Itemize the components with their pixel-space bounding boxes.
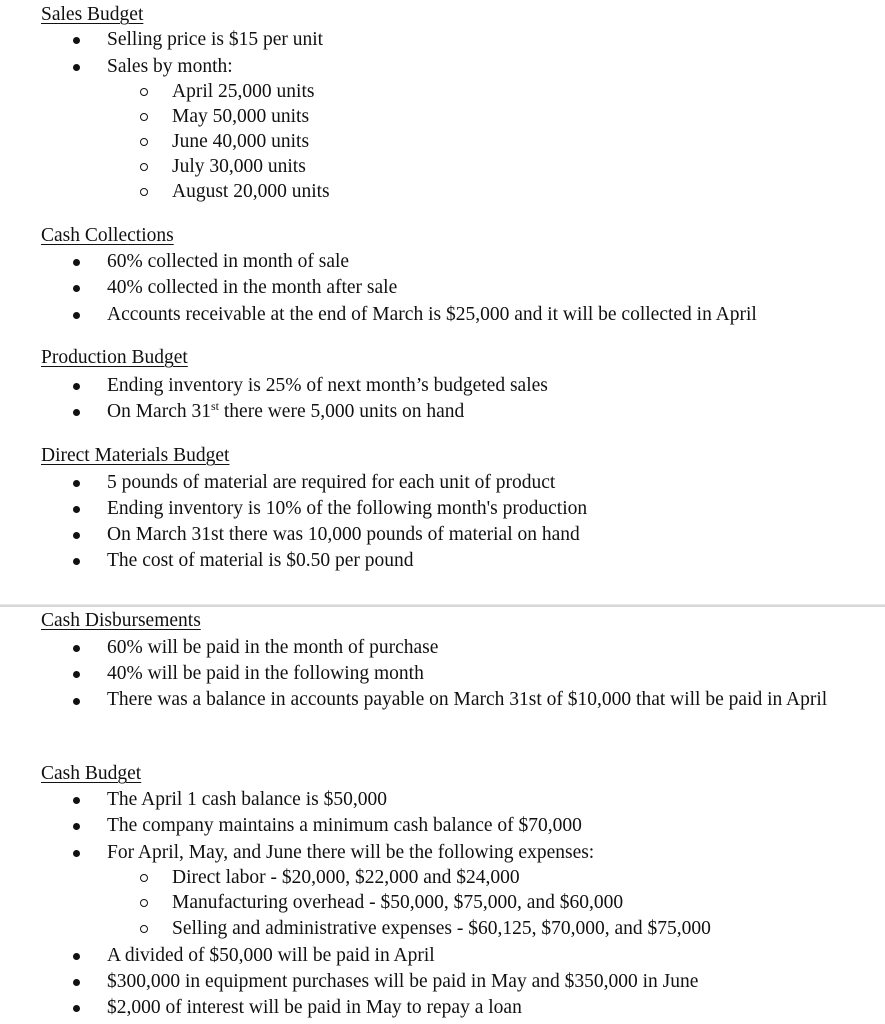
bullet-icon xyxy=(73,797,80,804)
page-divider xyxy=(0,604,885,607)
bullet-icon xyxy=(73,480,80,487)
bullet-icon xyxy=(73,823,80,830)
materials-item: On March 31st there was 10,000 pounds of material on hand xyxy=(107,524,580,545)
bullet-icon xyxy=(73,259,80,266)
cash-budget-item: $2,000 of interest will be paid in May to repay a loan xyxy=(107,997,522,1018)
materials-item: The cost of material is $0.50 per pound xyxy=(107,550,414,571)
bullet-icon xyxy=(73,506,80,513)
bullet-icon xyxy=(73,1005,80,1012)
sub-bullet-icon xyxy=(140,163,148,171)
bullet-icon xyxy=(73,953,80,960)
sub-bullet-icon xyxy=(140,113,148,121)
bullet-icon xyxy=(73,850,80,857)
collection-item: 60% collected in month of sale xyxy=(107,251,350,272)
collection-item: Accounts receivable at the end of March is $25,000 and it will be collected in April xyxy=(107,304,757,325)
bullet-icon xyxy=(73,37,80,44)
units-on-hand-text: On March 31st there were 5,000 units on hand xyxy=(107,399,465,422)
sub-bullet-icon xyxy=(140,188,148,196)
bullet-icon xyxy=(73,285,80,292)
cash-disbursements-heading: Cash Disbursements xyxy=(41,610,201,631)
cash-budget-item: A divided of $50,000 will be paid in April xyxy=(107,945,435,966)
bullet-icon xyxy=(73,64,80,71)
selling-price-text: Selling price is $15 per unit xyxy=(107,29,324,50)
bullet-icon xyxy=(73,979,80,986)
expense-item: Direct labor - $20,000, $22,000 and $24,000 xyxy=(172,867,520,888)
bullet-icon xyxy=(73,558,80,565)
month-august: August 20,000 units xyxy=(172,181,330,202)
cash-collections-heading: Cash Collections xyxy=(41,225,174,246)
expense-item: Selling and administrative expenses - $60,125, $70,000, and $75,000 xyxy=(172,918,711,939)
materials-item: 5 pounds of material are required for each unit of product xyxy=(107,472,556,493)
month-may: May 50,000 units xyxy=(172,106,310,127)
sales-budget-heading: Sales Budget xyxy=(41,4,144,25)
expense-item: Manufacturing overhead - $50,000, $75,000, and $60,000 xyxy=(172,892,624,913)
materials-item: Ending inventory is 10% of the following month's production xyxy=(107,498,588,519)
month-april: April 25,000 units xyxy=(172,81,315,102)
bullet-icon xyxy=(73,383,80,390)
disbursement-item: There was a balance in accounts payable on March 31st of $10,000 that will be paid in April xyxy=(107,689,828,710)
disbursement-item: 60% will be paid in the month of purchase xyxy=(107,637,439,658)
month-july: July 30,000 units xyxy=(172,156,306,177)
sub-bullet-icon xyxy=(140,925,148,933)
ending-inventory-text: Ending inventory is 25% of next month’s budgeted sales xyxy=(107,375,548,396)
bullet-icon xyxy=(73,312,80,319)
cash-budget-item: The company maintains a minimum cash balance of $70,000 xyxy=(107,815,582,836)
direct-materials-heading: Direct Materials Budget xyxy=(41,445,230,466)
bullet-icon xyxy=(73,409,80,416)
cash-budget-item: $300,000 in equipment purchases will be paid in May and $350,000 in June xyxy=(107,971,699,992)
collection-item: 40% collected in the month after sale xyxy=(107,277,398,298)
bullet-icon xyxy=(73,532,80,539)
sub-bullet-icon xyxy=(140,88,148,96)
sub-bullet-icon xyxy=(140,874,148,882)
production-budget-heading: Production Budget xyxy=(41,347,188,368)
sub-bullet-icon xyxy=(140,899,148,907)
month-june: June 40,000 units xyxy=(172,131,310,152)
cash-budget-item: The April 1 cash balance is $50,000 xyxy=(107,789,387,810)
cash-budget-item: For April, May, and June there will be the following expenses: xyxy=(107,842,595,863)
bullet-icon xyxy=(73,645,80,652)
sales-by-month-text: Sales by month: xyxy=(107,56,233,77)
bullet-icon xyxy=(73,671,80,678)
bullet-icon xyxy=(73,698,80,705)
sub-bullet-icon xyxy=(140,138,148,146)
disbursement-item: 40% will be paid in the following month xyxy=(107,663,424,684)
cash-budget-heading: Cash Budget xyxy=(41,763,142,784)
